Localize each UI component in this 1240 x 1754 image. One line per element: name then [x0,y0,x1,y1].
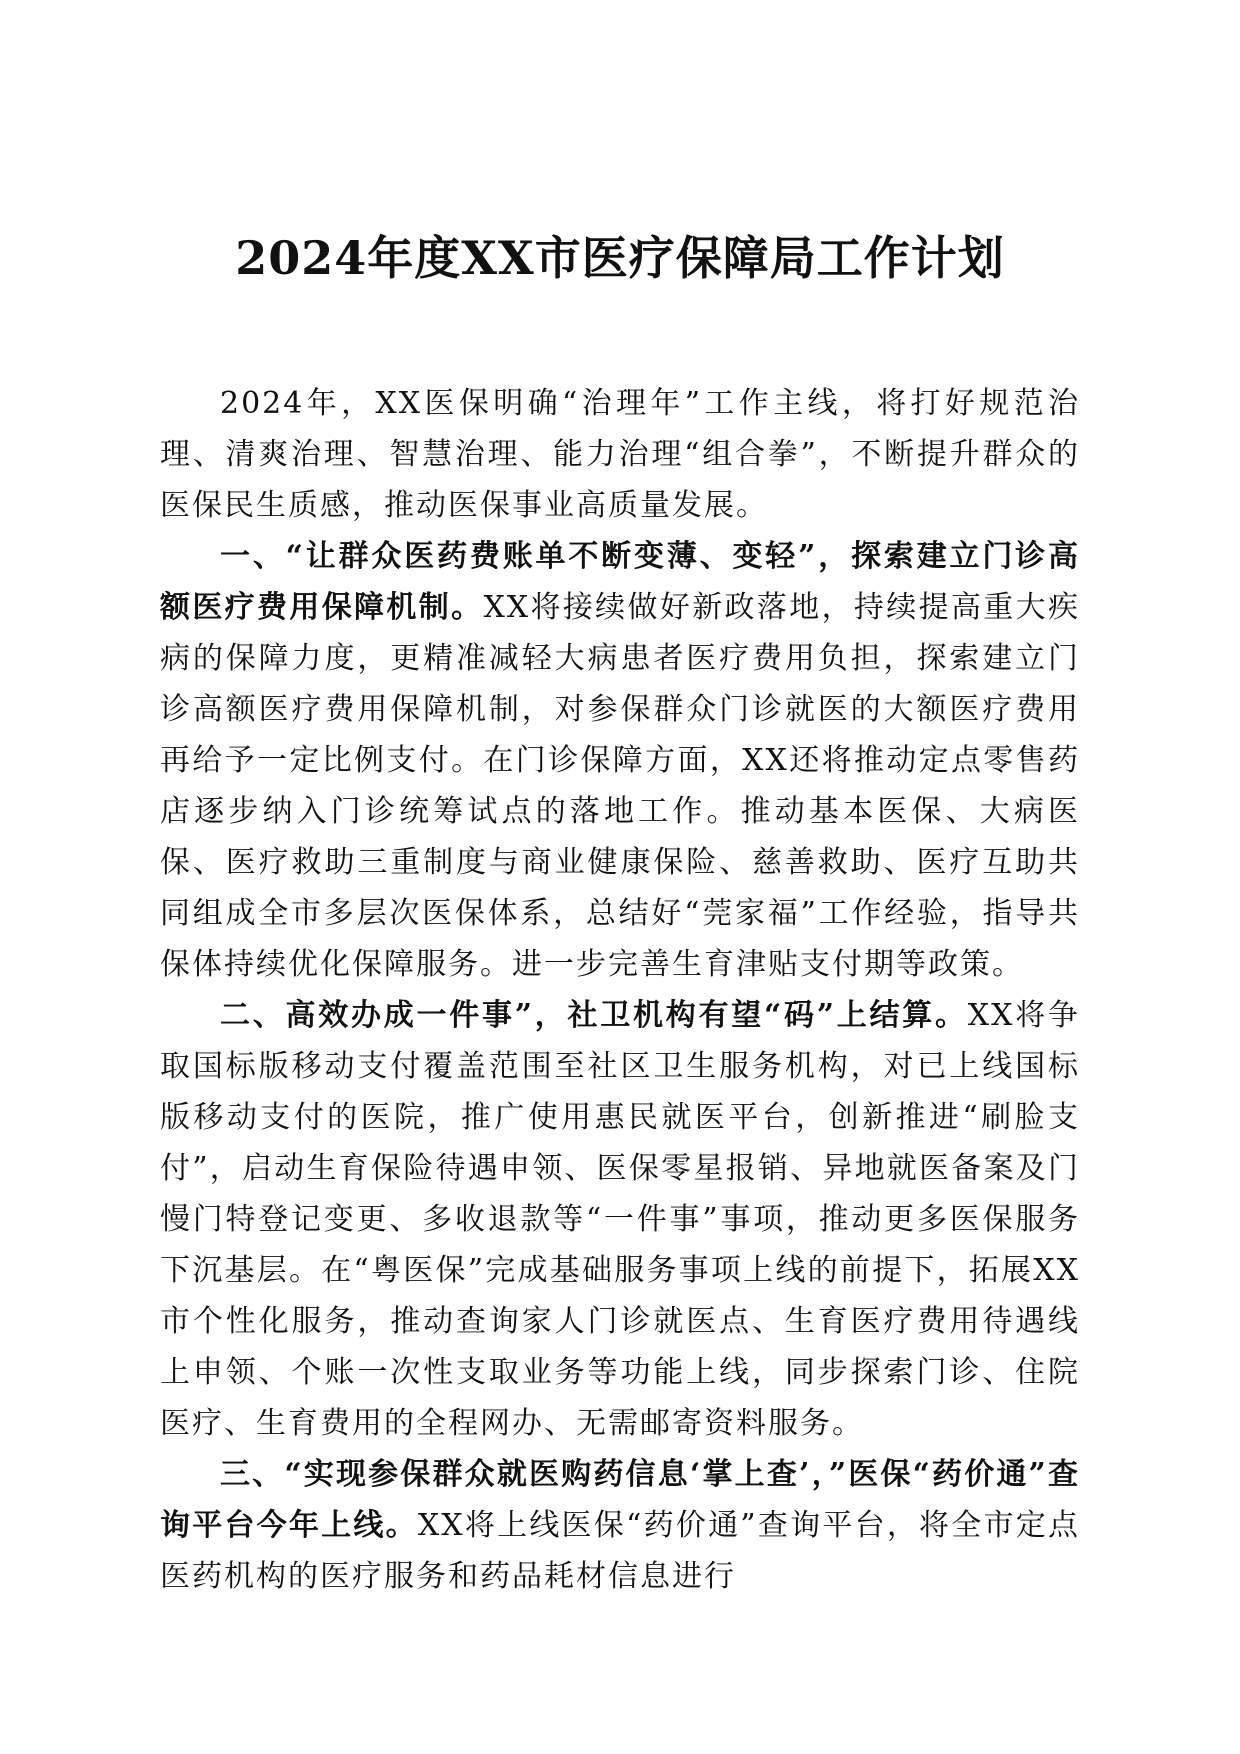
intro-paragraph: 2024年，XX医保明确“治理年”工作主线，将打好规范治理、清爽治理、智慧治理、能力治理“组合拳”，不断提升群众的医保民生质感，推动医保事业高质量发展。 [160,386,1080,523]
document-title: 2024年度XX市医疗保障局工作计划 [235,231,1005,285]
section-3-paragraph [160,1449,1080,1602]
section-1-body: XX将接续做好新政落地，持续提高重大疾病的保障力度，更精准减轻大病患者医疗费用负担，探索建立门诊高额医疗费用保障机制，对参保群众门诊就医的大额医疗费用再给予一定比例支付。在门诊保障方面，XX还将推动定点零售药店逐步纳入门诊统筹试点的落地工作。推动基本医保、大病医保、医疗救助三重制度与商业健康保险、慈善救助、医疗互助共同组成全市多层次医保体系，总结好“莞家福”工作经验，指导共保体持续优化保障服务。进一步完善生育津贴支付期等政策。 [160,590,1080,982]
section-1-paragraph [160,531,1080,990]
section-1-heading: 一、“让群众医药费账单不断变薄、变轻”，探索建立门诊高额医疗费用保障机制。 [160,539,1080,625]
section-2-paragraph [160,990,1080,1449]
section-2-heading: 二、高效办成一件事”，社卫机构有望“码”上结算。 [220,998,968,1033]
section-2-body: XX将争取国标版移动支付覆盖范围至社区卫生服务机构，对已上线国标版移动支付的医院，推广使用惠民就医平台，创新推进“刷脸支付”，启动生育保险待遇申领、医保零星报销、异地就医备案及门慢门特登记变更、多收退款等“一件事”事项，推动更多医保服务下沉基层。在“粤医保”完成基础服务事项上线的前提下，拓展XX市个性化服务，推动查询家人门诊就医点、生育医疗费用待遇线上申领、个账一次性支取业务等功能上线，同步探索门诊、住院医疗、生育费用的全程网办、无需邮寄资料服务。 [160,998,1080,1441]
document-body [160,378,1080,1602]
section-3-body: XX将上线医保“药价通”查询平台，将全市定点医药机构的医疗服务和药品耗材信息进行 [160,1508,1080,1594]
section-3-heading: 三、“实现参保群众就医购药信息‘掌上查’，”医保“药价通”查询平台今年上线。 [160,1457,1080,1543]
